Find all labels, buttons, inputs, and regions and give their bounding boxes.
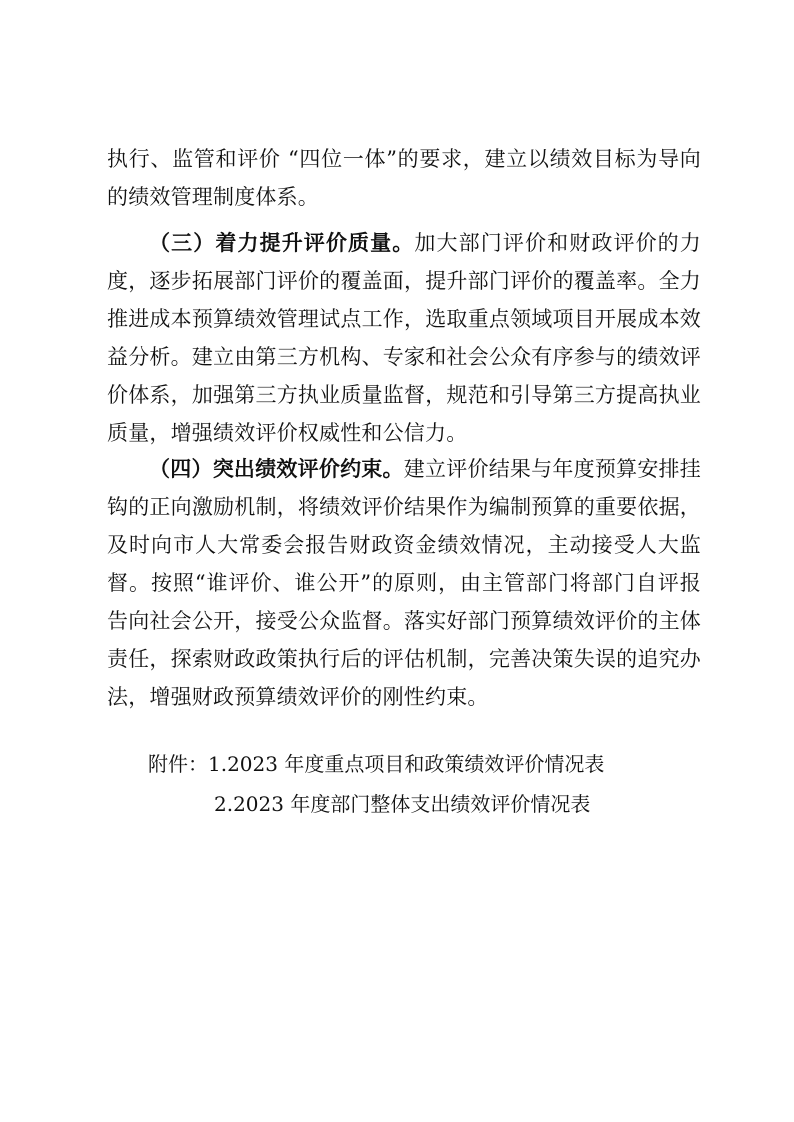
attachment-item: [148, 744, 604, 784]
paragraph-continuation: [107, 140, 701, 216]
section-heading: （三）着力提升评价质量。: [149, 231, 415, 255]
attachments-label: 附件：: [148, 752, 208, 776]
attachment-title: 2.2023 年度部门整体支出绩效评价情况表: [214, 792, 591, 816]
paragraph-text: 执行、监管和评价 “四位一体”的要求，建立以绩效目标为导向的绩效管理制度体系。: [107, 147, 701, 209]
attachment-item: [148, 784, 604, 824]
paragraph-section-3: [107, 224, 701, 452]
attachment-title: 1.2023 年度重点项目和政策绩效评价情况表: [208, 752, 605, 776]
paragraph-text: 建立评价结果与年度预算安排挂钩的正向激励机制，将绩效评价结果作为编制预算的重要依据，及时向市人大常委会报告财政资金绩效情况，主动接受人大监督。按照“谁评价、谁公开”的原则，由主管部门将部门自评报告向社会公开，接受公众监督。落实好部门预算绩效评价的主体责任，探索财政政策执行后的评估机制，完善决策失误的追究办法，增强财政预算绩效评价的刚性约束。: [107, 457, 701, 709]
attachments-list: [148, 744, 604, 824]
paragraph-text: 加大部门评价和财政评价的力度，逐步拓展部门评价的覆盖面，提升部门评价的覆盖率。全力推进成本预算绩效管理试点工作，选取重点领域项目开展成本效益分析。建立由第三方机构、专家和社会公众有序参与的绩效评价体系，加强第三方执业质量监督，规范和引导第三方提高执业质量，增强绩效评价权威性和公信力。: [107, 231, 701, 445]
paragraph-section-4: [107, 450, 701, 716]
section-heading: （四）突出绩效评价约束。: [149, 457, 404, 481]
